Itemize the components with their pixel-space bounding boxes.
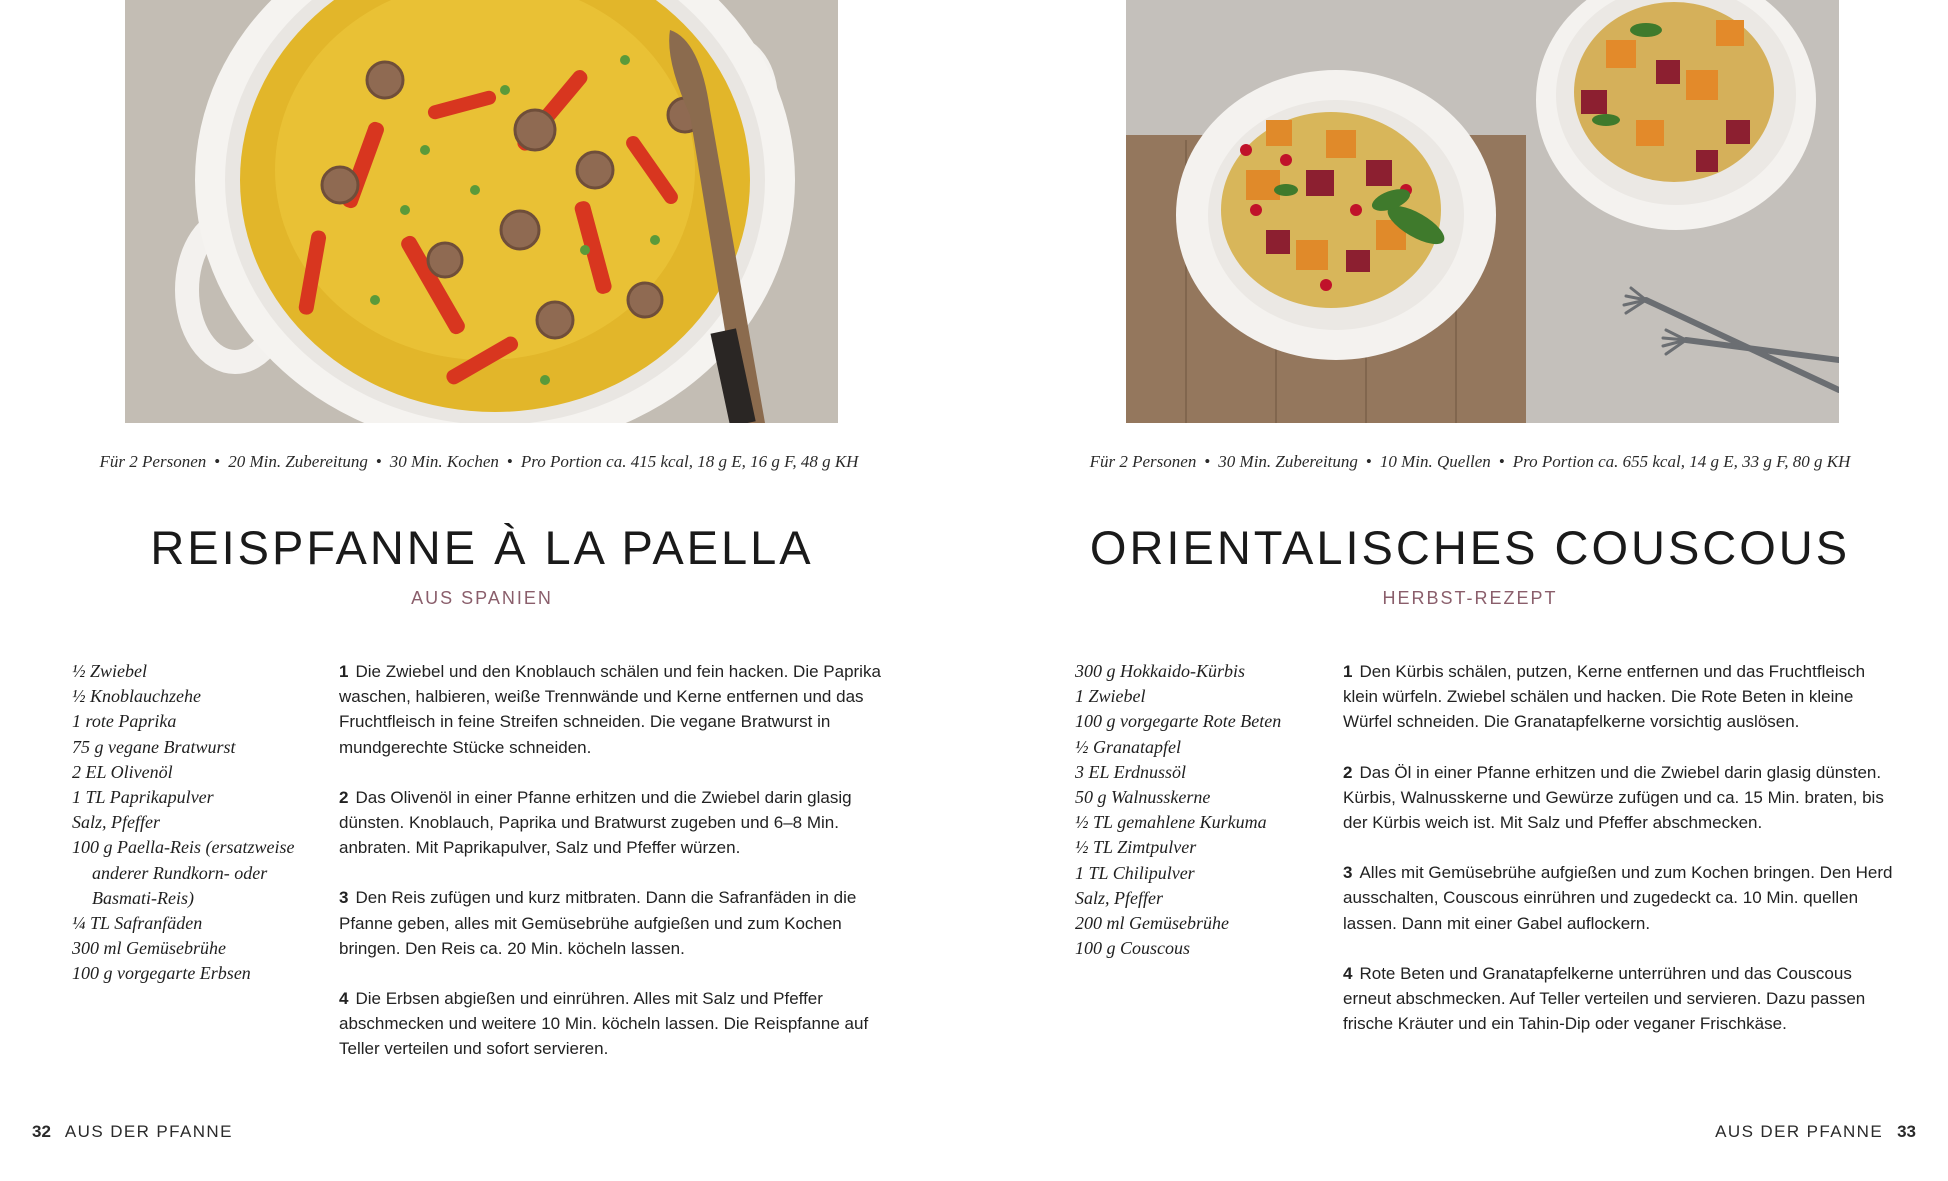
separator-dot-icon: • [1498, 452, 1505, 471]
step-number: 3 [1343, 863, 1353, 883]
step-text: Das Olivenöl in einer Pfanne erhitzen und die Zwiebel darin glasig dünsten. Knoblauch, Paprika und Bratwurst zugeben und 6–8 Min. anbraten. Mit Paprikapulver, Salz und Pfeffer würzen. [339, 787, 852, 858]
separator-dot-icon: • [506, 452, 513, 471]
step-number: 3 [339, 888, 349, 908]
ingredient-item: 50 g Walnusskerne [1075, 787, 1211, 808]
nutrition-text: Pro Portion ca. 415 kcal, 18 g E, 16 g F, 48 g KH [520, 452, 859, 471]
step-text: Das Öl in einer Pfanne erhitzen und die Zwiebel darin glasig dünsten. Kürbis, Walnusskerne und Gewürze zufügen und ca. 15 Min. braten, bis der Kürbis weich ist. Mit Salz und Pfeffer abschmecken. [1343, 762, 1884, 833]
step-text: Alles mit Gemüsebrühe aufgießen und zum Kochen bringen. Den Herd ausschalten, Couscous einrühren und zugedeckt ca. 10 Min. quellen lassen. Dann mit einer Gabel auflockern. [1343, 863, 1893, 933]
couscous-plates-photo [1126, 0, 1839, 423]
recipe-subtitle: HERBST-REZEPT [1382, 588, 1558, 608]
step-text: Die Zwiebel und den Knoblauch schälen und fein hacken. Die Paprika waschen, halbieren, weiße Trennwände und Kerne entfernen und das Fruchtfleisch in feine Streifen schneiden. Die vegane Bratwurst in mundgerechte Stücke schneiden. [339, 662, 881, 757]
separator-dot-icon: • [375, 452, 382, 471]
ingredient-item: 1 TL Paprikapulver [72, 787, 214, 808]
ingredient-item: Salz, Pfeffer [1075, 887, 1163, 908]
servings-text: Für 2 Personen [99, 452, 207, 471]
ingredient-item: 75 g vegane Bratwurst [72, 736, 236, 757]
step-text: Rote Beten und Granatapfelkerne unterrühren und das Couscous erneut abschmecken. Auf Teller verteilen und servieren. Dazu passen frische Kräuter und ein Tahin-Dip oder veganer Frischkäse. [1343, 963, 1866, 1034]
ingredient-item: 3 EL Erdnussöl [1075, 761, 1187, 782]
page-footer [32, 1122, 233, 1142]
step-text: Die Erbsen abgießen und einrühren. Alles mit Salz und Pfeffer abschmecken und weitere 10 Min. köcheln lassen. Die Reispfanne auf Teller verteilen und sofort servieren. [339, 989, 869, 1059]
nutrition-text: Pro Portion ca. 655 kcal, 14 g E, 33 g F, 80 g KH [1512, 452, 1851, 471]
recipe-title: ORIENTALISCHES COUSCOUS [1089, 521, 1851, 574]
ingredient-item: ½ Granatapfel [1075, 736, 1181, 757]
right-page [974, 0, 1948, 1181]
ingredient-item: ¼ TL Safranfäden [72, 913, 203, 934]
instruction-step [339, 986, 894, 1062]
separator-dot-icon: • [1365, 452, 1372, 471]
page-footer [1715, 1122, 1916, 1142]
ingredient-item: 200 ml Gemüsebrühe [1075, 913, 1229, 934]
prep-time-text: 20 Min. Zubereitung [228, 452, 368, 471]
step-number: 4 [1343, 963, 1353, 983]
instruction-step [1343, 860, 1898, 936]
cook-time-text: 30 Min. Kochen [389, 452, 499, 471]
step-number: 2 [1343, 762, 1353, 782]
step-text: Den Kürbis schälen, putzen, Kerne entfernen und das Fruchtfleisch klein würfeln. Zwiebel schälen und hacken. Die Rote Beten in kleine Würfel schneiden. Die Granatapfelkerne vorsichtig auslösen. [1343, 662, 1866, 732]
step-number: 1 [1343, 662, 1353, 681]
ingredient-item: 1 rote Paprika [72, 711, 177, 732]
instruction-step [1343, 760, 1898, 836]
ingredient-item: 100 g vorgegarte Rote Beten [1075, 711, 1282, 732]
instruction-step [1343, 659, 1898, 735]
step-text: Den Reis zufügen und kurz mitbraten. Dann die Safranfäden in die Pfanne geben, alles mit Gemüsebrühe aufgießen und zum Kochen bringen. Den Reis ca. 20 Min. köcheln lassen. [339, 888, 857, 958]
page-number: 33 [1897, 1122, 1916, 1141]
servings-text: Für 2 Personen [1089, 452, 1197, 471]
ingredient-item: 100 g vorgegarte Erbsen [72, 963, 251, 984]
ingredient-item: 1 TL Chilipulver [1075, 862, 1195, 883]
ingredient-item: 300 ml Gemüsebrühe [72, 938, 226, 959]
instruction-step [339, 659, 894, 760]
ingredient-item: 100 g Couscous [1075, 938, 1191, 959]
ingredient-item: ½ Knoblauchzehe [72, 686, 201, 707]
ingredient-item: ½ TL Zimtpulver [1075, 837, 1197, 858]
ingredient-item: Salz, Pfeffer [72, 812, 160, 833]
instruction-step [1343, 961, 1898, 1037]
section-name: AUS DER PFANNE [1715, 1122, 1884, 1141]
soak-time-text: 10 Min. Quellen [1379, 452, 1491, 471]
paella-pan-photo [125, 0, 838, 423]
recipe-meta [0, 452, 966, 472]
step-number: 4 [339, 989, 349, 1009]
ingredient-item: 100 g Paella-Reis (ersatzweise anderer Rundkorn- oder Basmati-Reis) [72, 837, 295, 908]
instruction-step [339, 785, 894, 861]
step-number: 1 [339, 662, 349, 681]
ingredient-item: 2 EL Olivenöl [72, 761, 173, 782]
step-number: 2 [339, 787, 349, 807]
prep-time-text: 30 Min. Zubereitung [1218, 452, 1358, 471]
ingredient-item: ½ Zwiebel [72, 661, 147, 681]
instruction-step [339, 885, 894, 961]
page-number: 32 [32, 1122, 51, 1141]
ingredient-item: 300 g Hokkaido-Kürbis [1075, 661, 1245, 681]
instruction-steps [339, 659, 894, 1087]
recipe-meta [983, 452, 1948, 472]
recipe-subtitle: AUS SPANIEN [411, 588, 553, 608]
ingredient-item: ½ TL gemahlene Kurkuma [1075, 812, 1267, 833]
ingredient-item: 1 Zwiebel [1075, 686, 1146, 707]
separator-dot-icon: • [1204, 452, 1211, 471]
ingredient-list [72, 659, 312, 987]
ingredient-list [1075, 659, 1315, 961]
instruction-steps [1343, 659, 1898, 1061]
section-name: AUS DER PFANNE [64, 1122, 233, 1141]
recipe-title: REISPFANNE À LA PAELLA [150, 521, 814, 574]
separator-dot-icon: • [214, 452, 221, 471]
